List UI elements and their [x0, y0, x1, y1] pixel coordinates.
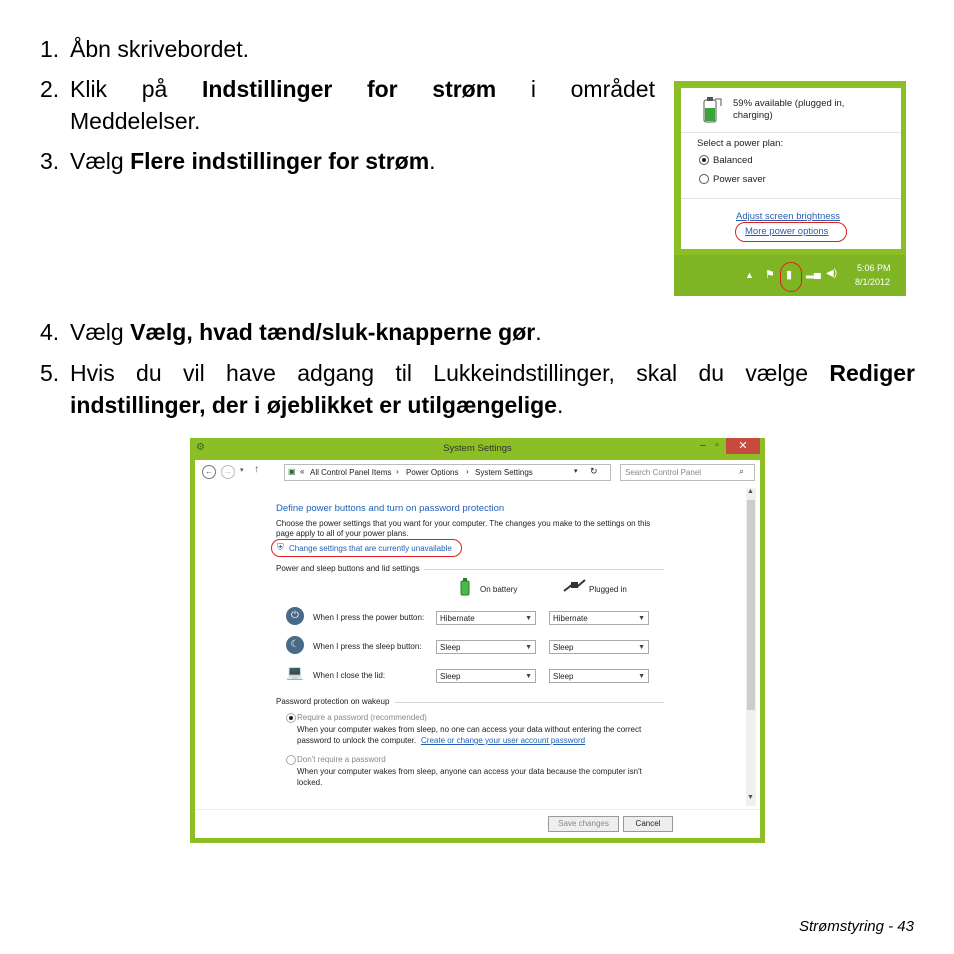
step-number: 4.: [40, 319, 60, 345]
column-header-plugged: Plugged in: [589, 585, 627, 594]
up-icon[interactable]: ↑: [254, 464, 259, 475]
option-label: Require a password (recommended): [297, 713, 427, 722]
step-text: .: [535, 319, 542, 345]
step-text: .: [556, 392, 564, 418]
minimize-icon[interactable]: –: [700, 440, 706, 451]
power-button-icon: ⏻: [286, 607, 304, 625]
plan-radio-power-saver[interactable]: [699, 174, 709, 184]
option-description: password to unlock the computer.: [297, 736, 417, 745]
speaker-icon[interactable]: ◀): [826, 268, 838, 279]
step-emphasis: Indstillinger for strøm: [201, 76, 497, 102]
scroll-up-icon[interactable]: ▲: [747, 488, 754, 495]
select-value: Hibernate: [440, 614, 475, 623]
forward-icon[interactable]: →: [221, 465, 235, 479]
step-text: Åbn skrivebordet.: [70, 36, 249, 62]
select-value: Sleep: [553, 672, 574, 681]
breadcrumb-item[interactable]: Power Options: [406, 468, 459, 477]
select-value: Hibernate: [553, 614, 588, 623]
option-description: When your computer wakes from sleep, anyone can access your data because the computer isn't: [297, 767, 642, 776]
page-heading: Define power buttons and turn on password protection: [276, 503, 505, 514]
scrollbar[interactable]: [746, 488, 756, 806]
step-emphasis: Flere indstillinger for strøm: [130, 148, 430, 174]
breadcrumb-item[interactable]: All Control Panel Items: [310, 468, 392, 477]
step-5: [40, 357, 915, 421]
adjust-brightness-link[interactable]: Adjust screen brightness: [736, 211, 841, 222]
control-panel-small-icon: ▣: [288, 467, 296, 476]
clock-time[interactable]: 5:06 PM: [857, 263, 891, 273]
description: page apply to all of your power plans.: [276, 529, 409, 538]
change-settings-link[interactable]: Change settings that are currently unavailable: [289, 544, 452, 553]
window-title: System Settings: [443, 443, 512, 454]
step-emphasis: Vælg, hvad tænd/sluk-knapperne gør: [130, 319, 536, 345]
create-password-link[interactable]: Create or change your user account password: [421, 736, 586, 745]
window-content: [195, 460, 760, 838]
no-password-radio[interactable]: [286, 755, 296, 765]
step-text: .: [429, 148, 436, 174]
address-bar[interactable]: [284, 464, 611, 481]
step-text: Meddelelser.: [70, 108, 201, 134]
step-text: Vælg: [70, 148, 131, 174]
chevron-down-icon: ▼: [525, 644, 532, 651]
plan-label-balanced: Balanced: [713, 155, 753, 166]
system-settings-window: [190, 438, 765, 843]
sleep-button-plugged-select[interactable]: [549, 640, 649, 654]
select-value: Sleep: [440, 672, 461, 681]
chevron-down-icon[interactable]: ▾: [574, 468, 578, 475]
select-value: Sleep: [440, 643, 461, 652]
back-icon[interactable]: ←: [202, 465, 216, 479]
chevron-down-icon: ▼: [525, 615, 532, 622]
save-changes-button[interactable]: Save changes: [548, 816, 619, 832]
show-hidden-icons-icon[interactable]: ▲: [745, 270, 754, 280]
chevron-down-icon: ▼: [638, 644, 645, 651]
cancel-button[interactable]: Cancel: [623, 816, 673, 832]
scroll-down-icon[interactable]: ▼: [747, 794, 754, 801]
search-icon[interactable]: ⌕: [739, 466, 745, 476]
lid-plugged-select[interactable]: [549, 669, 649, 683]
plan-label-power-saver: Power saver: [713, 174, 766, 185]
search-placeholder: Search Control Panel: [625, 468, 702, 477]
network-signal-icon[interactable]: ▂▄: [806, 268, 821, 279]
divider: [681, 132, 901, 133]
divider: [195, 809, 760, 810]
step-number: 2.: [40, 76, 60, 102]
chevron-down-icon: ▼: [638, 673, 645, 680]
section-heading: Power and sleep buttons and lid settings: [276, 564, 420, 573]
description: Choose the power settings that you want for your computer. The changes you make to the settings on this: [276, 519, 651, 528]
maximize-icon[interactable]: ▫: [715, 440, 719, 451]
step-number: 1.: [40, 36, 60, 62]
step-text: i området: [496, 76, 655, 102]
sleep-button-battery-select[interactable]: [436, 640, 536, 654]
power-button-plugged-select[interactable]: [549, 611, 649, 625]
power-flyout-screenshot: [674, 81, 906, 296]
control-panel-icon: ⚙: [196, 442, 205, 453]
chevron-right-icon: ›: [466, 467, 469, 476]
lid-battery-select[interactable]: [436, 669, 536, 683]
laptop-lid-icon: 💻: [286, 664, 304, 680]
step-text: Hvis du vil have adgang til Lukkeindstillinger, skal du vælge: [70, 360, 830, 386]
power-plug-icon[interactable]: ▮: [786, 269, 793, 281]
option-description: When your computer wakes from sleep, no one can access your data without entering the correct: [297, 725, 642, 734]
chevron-down-icon: ▼: [638, 615, 645, 622]
battery-charging-icon: [701, 96, 723, 124]
row-label: When I press the power button:: [313, 613, 425, 622]
clock-date[interactable]: 8/1/2012: [855, 277, 891, 287]
highlight-ring: [780, 262, 802, 292]
breadcrumb-item[interactable]: System Settings: [475, 468, 533, 477]
step-number: 5.: [40, 360, 60, 386]
taskbar: [674, 255, 906, 296]
scrollbar-thumb[interactable]: [747, 500, 755, 710]
step-text: Klik på: [70, 76, 202, 102]
search-input[interactable]: [620, 464, 755, 481]
more-power-options-link[interactable]: More power options: [745, 226, 829, 237]
plan-radio-balanced[interactable]: [699, 155, 709, 165]
require-password-radio[interactable]: [286, 713, 296, 723]
refresh-icon[interactable]: ↻: [590, 466, 598, 476]
battery-status: 59% available (plugged in,: [733, 98, 845, 109]
action-center-flag-icon[interactable]: ⚑: [765, 269, 775, 281]
highlight-ring: [271, 539, 462, 557]
column-header-battery: On battery: [480, 585, 518, 594]
breadcrumb-overflow-icon[interactable]: «: [300, 467, 305, 476]
chevron-right-icon: ›: [396, 467, 399, 476]
highlight-ring: [735, 222, 847, 242]
page-footer: Strømstyring - 43: [798, 918, 914, 935]
chevron-down-icon: ▼: [525, 673, 532, 680]
close-icon[interactable]: ✕: [726, 438, 760, 454]
step-number: 3.: [40, 148, 60, 174]
shield-icon: ⛨: [277, 542, 284, 552]
step-emphasis: Rediger: [829, 360, 915, 386]
divider: [395, 702, 664, 703]
select-plan-label: Select a power plan:: [697, 138, 784, 149]
power-button-battery-select[interactable]: [436, 611, 536, 625]
plug-icon: [563, 579, 587, 593]
power-flyout-panel: [681, 88, 901, 249]
row-label: When I press the sleep button:: [313, 642, 422, 651]
recent-pages-icon[interactable]: ▾: [240, 467, 244, 474]
divider: [424, 569, 664, 570]
select-value: Sleep: [553, 643, 574, 652]
row-label: When I close the lid:: [313, 671, 386, 680]
battery-status: charging): [733, 110, 773, 121]
battery-icon: [460, 578, 470, 596]
step-2: [40, 73, 655, 137]
section-heading: Password protection on wakeup: [276, 697, 390, 706]
step-text: Vælg: [70, 319, 131, 345]
sleep-button-icon: ☾: [286, 636, 304, 654]
option-description: locked.: [297, 778, 323, 787]
step-emphasis: indstillinger, der i øjeblikket er utilgængelige: [70, 392, 557, 418]
divider: [681, 198, 901, 199]
option-label: Don't require a password: [297, 755, 386, 764]
